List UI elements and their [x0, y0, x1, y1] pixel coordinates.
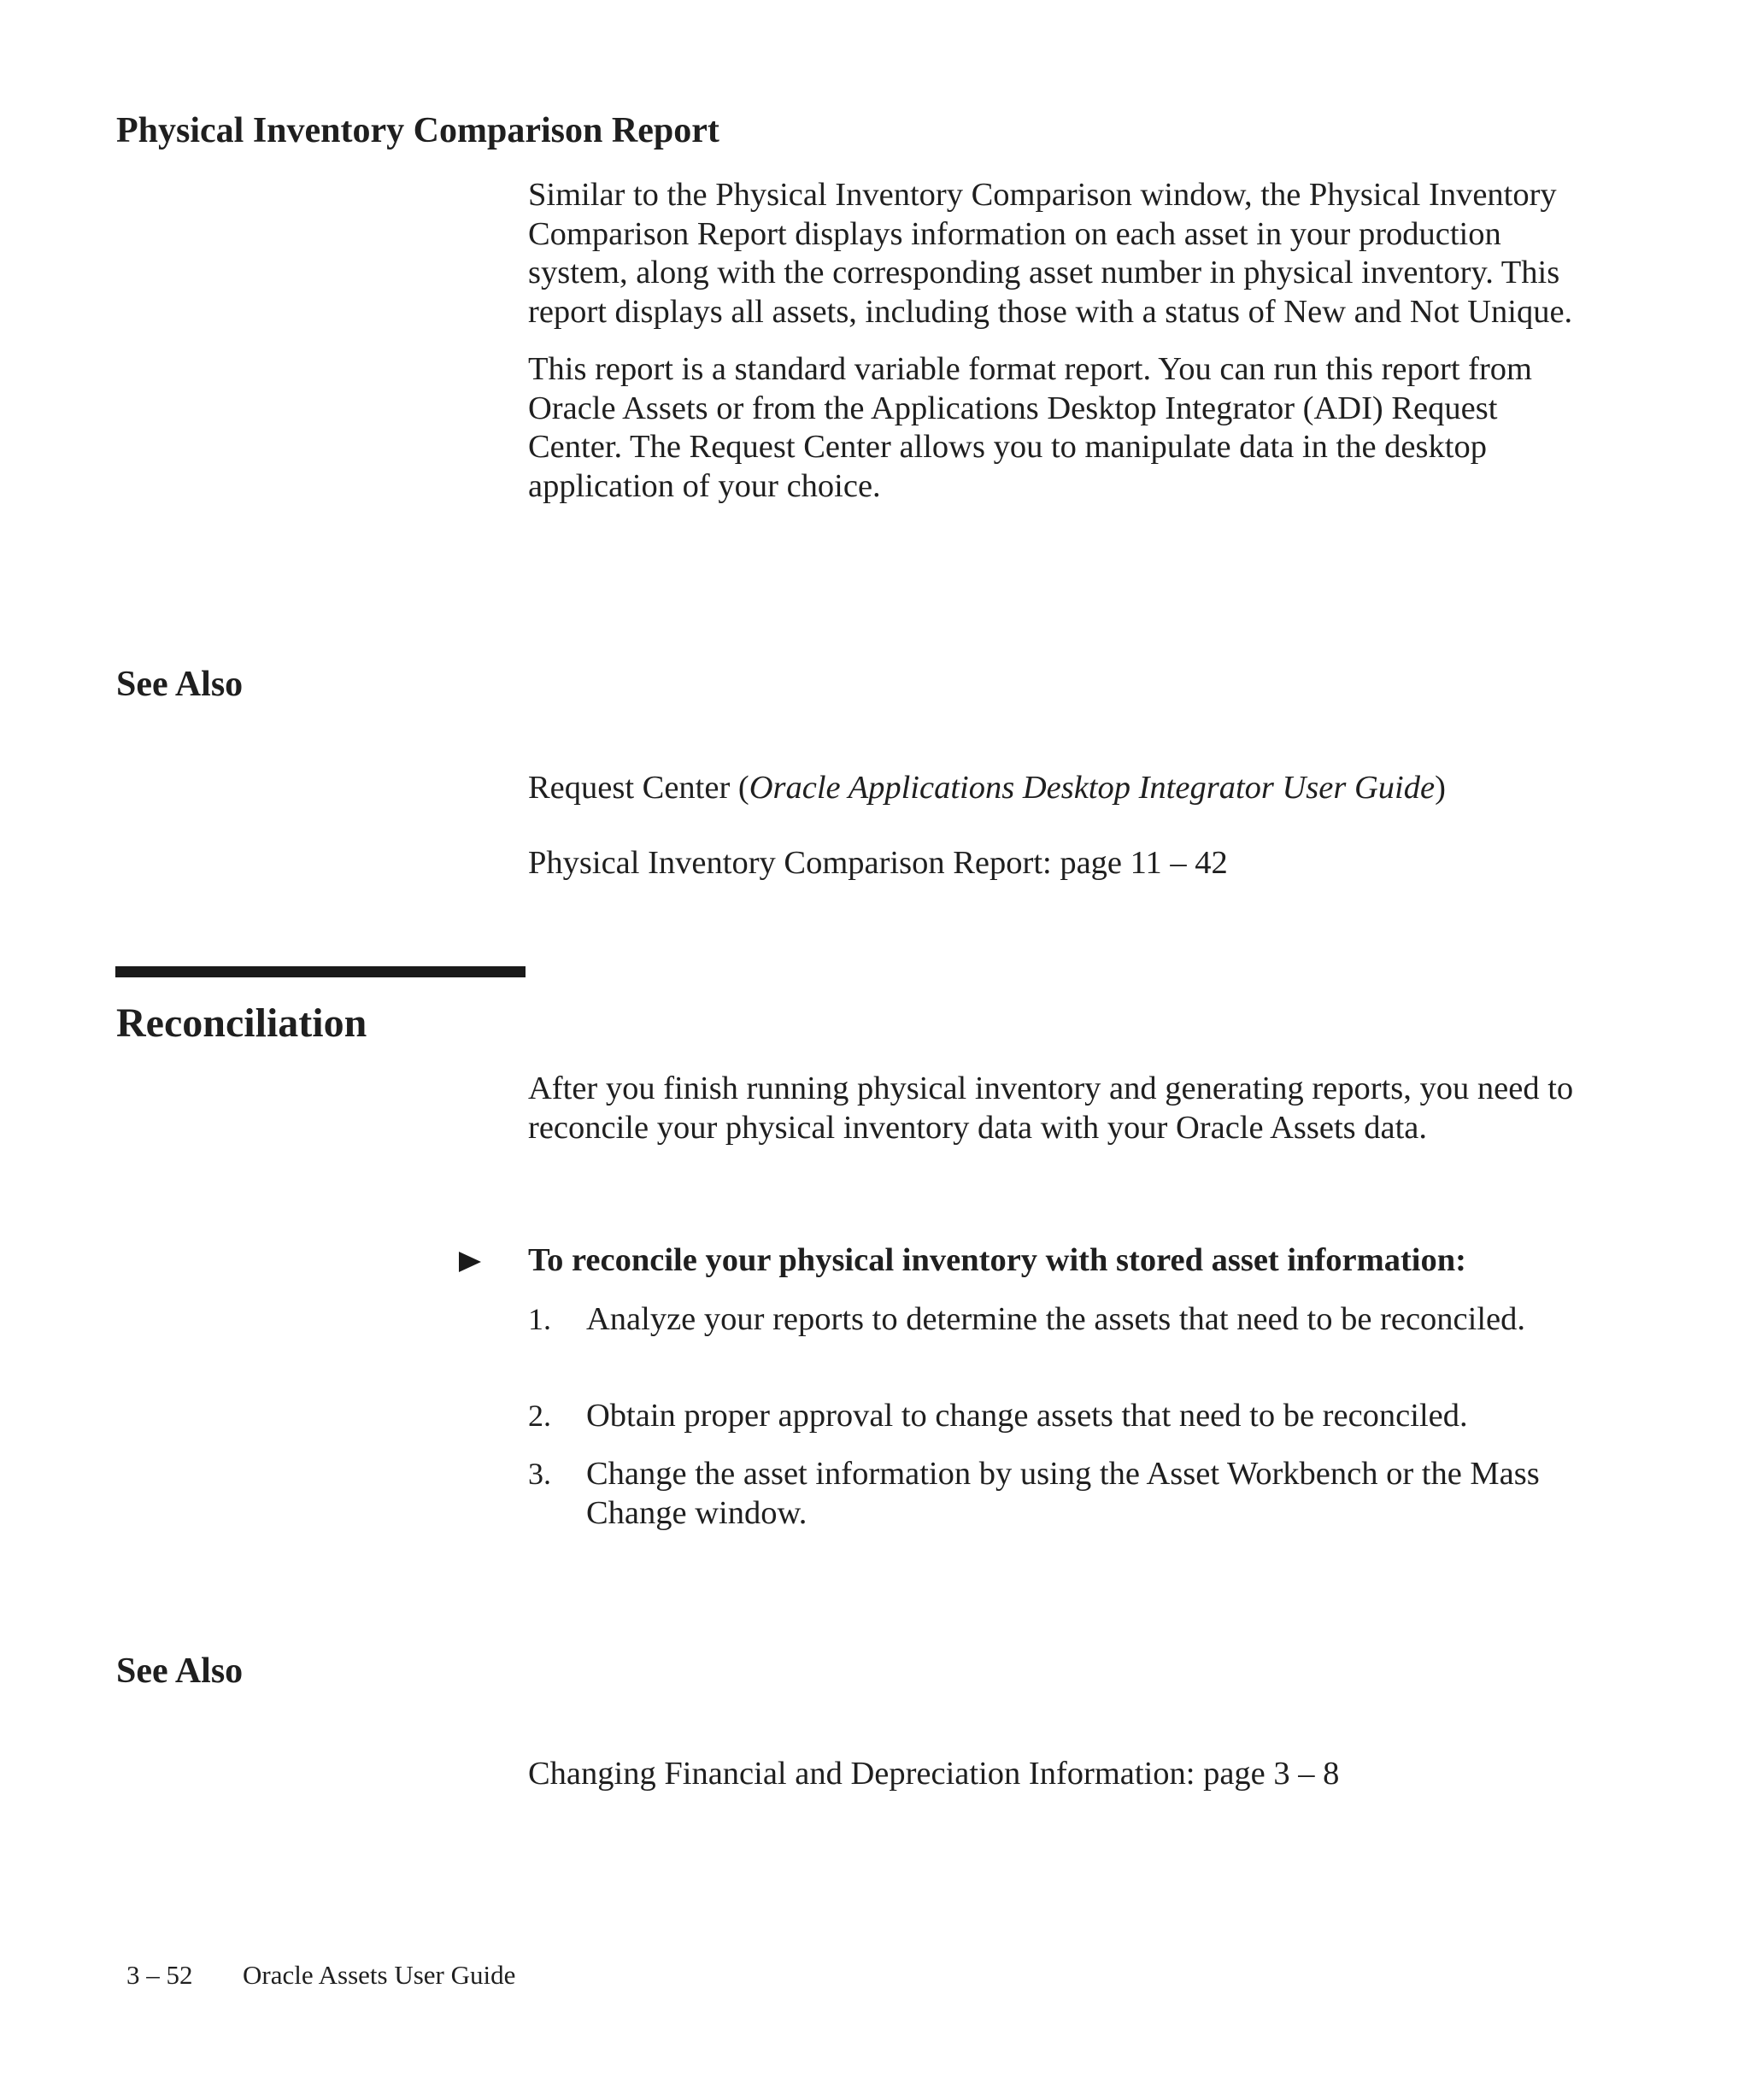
reference-suffix: ) — [1435, 770, 1446, 806]
step-number: 3. — [528, 1457, 551, 1491]
footer-page-number: 3 – 52 — [126, 1960, 193, 1990]
step-text: Change the asset information by using the Asset Workbench or the Mass Change window. — [586, 1456, 1540, 1531]
section-heading-physical-inventory-comparison-report: Physical Inventory Comparison Report — [116, 111, 719, 150]
section-divider-rule — [115, 966, 526, 977]
procedure-heading: To reconcile your physical inventory with stored asset information: — [528, 1242, 1466, 1278]
see-also-heading-1: See Also — [116, 665, 244, 704]
reference-book-title: Oracle Applications Desktop Integrator User Guide — [749, 770, 1436, 806]
section1-paragraph-1: Similar to the Physical Inventory Comparison window, the Physical Inventory Comparison Report displays information on each asset in your production system, along with the corresponding asset number in physical inventory. This report displays all assets, including those with a status of New and Not Unique. — [528, 177, 1573, 330]
see-also-1-reference-request-center[interactable] — [528, 769, 1579, 808]
reference-prefix: Request Center ( — [528, 770, 749, 806]
see-also-1-reference-comparison-report[interactable]: Physical Inventory Comparison Report: page 11 – 42 — [528, 845, 1228, 881]
section1-body — [528, 176, 1579, 506]
step-text: Analyze your reports to determine the assets that need to be reconciled. — [586, 1301, 1525, 1337]
see-also-heading-2: See Also — [116, 1651, 244, 1691]
step-text: Obtain proper approval to change assets that need to be reconciled. — [586, 1398, 1468, 1434]
triangle-right-icon — [457, 1249, 483, 1275]
reconciliation-intro: After you finish running physical inventory and generating reports, you need to reconcile your physical inventory data with your Oracle Assets data. — [528, 1071, 1574, 1146]
see-also-2-reference-changing-financial[interactable]: Changing Financial and Depreciation Information: page 3 – 8 — [528, 1756, 1340, 1792]
section1-paragraph-2: This report is a standard variable format report. You can run this report from Oracle Assets or from the Applications Desktop Integrator (ADI) Request Center. The Request Center allows you to manipulate data in the desktop application of your choice. — [528, 351, 1533, 504]
step-number: 2. — [528, 1399, 551, 1433]
footer-book-title: Oracle Assets User Guide — [243, 1960, 516, 1990]
section-heading-reconciliation: Reconciliation — [116, 1000, 367, 1046]
step-number: 1. — [528, 1302, 551, 1336]
